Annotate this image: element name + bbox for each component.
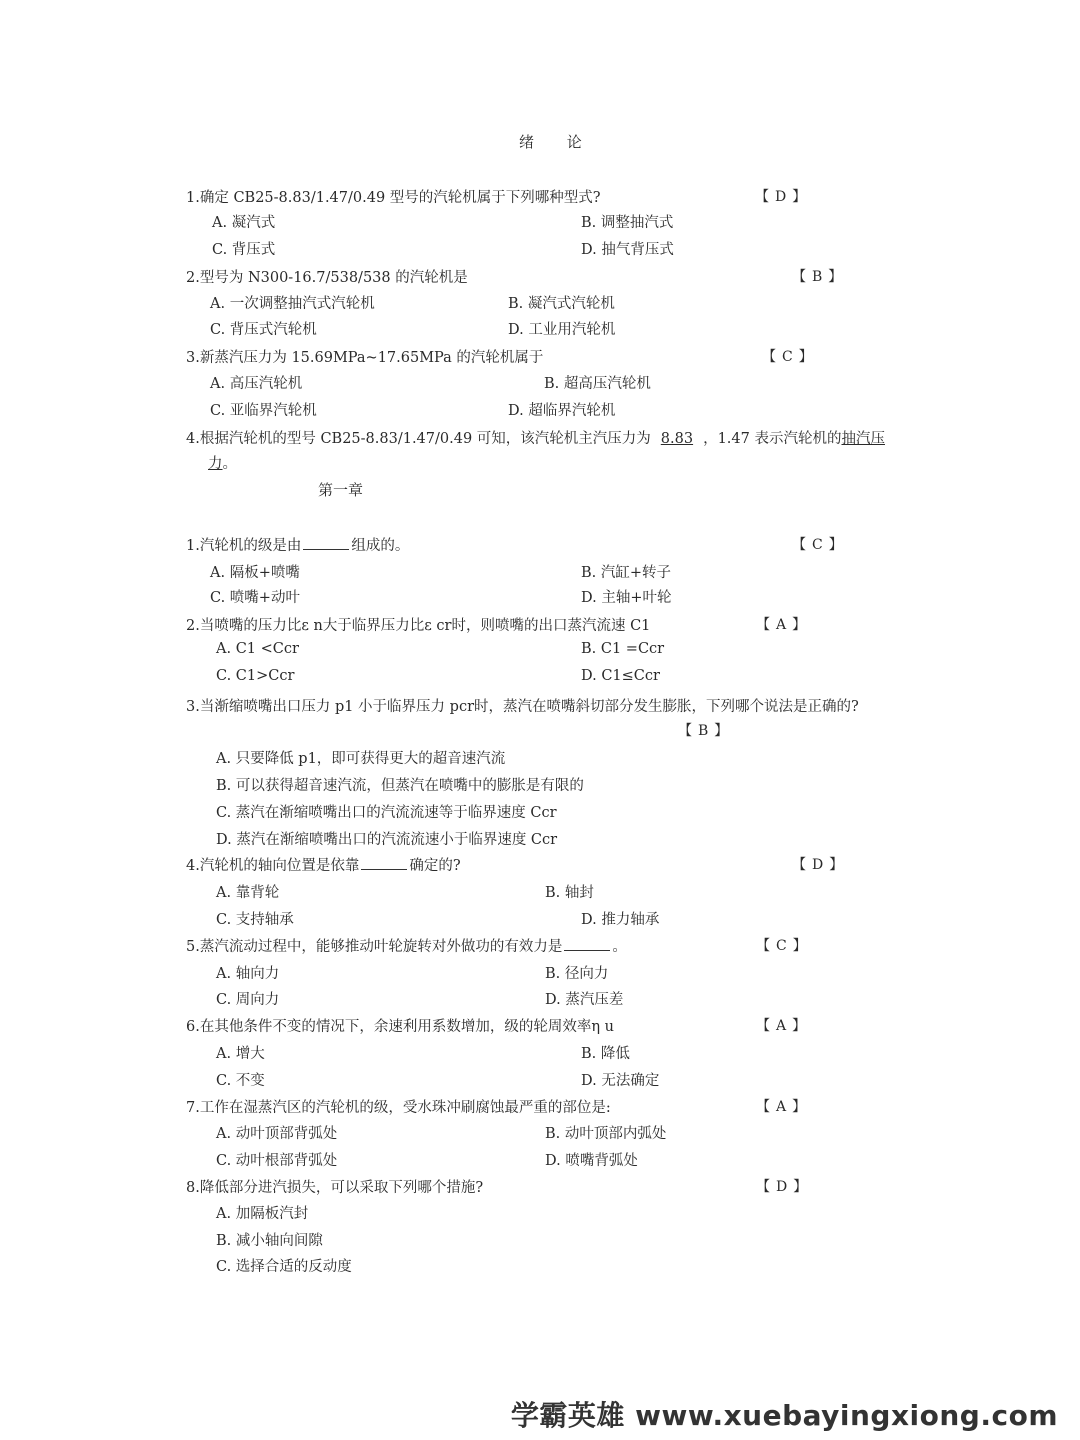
option: D. C1≤Ccr — [581, 668, 660, 684]
option: C. C1>Ccr — [216, 668, 295, 684]
option: A. 只要降低 p1，即可获得更大的超音速汽流 — [216, 751, 506, 767]
option: B. 降低 — [581, 1046, 630, 1062]
option: A. 高压汽轮机 — [210, 376, 303, 392]
option: C. 动叶根部背弧处 — [216, 1153, 338, 1169]
answer-badge: 【A】 — [756, 1099, 813, 1115]
question-stem — [186, 935, 627, 956]
answer-badge: 【C】 — [762, 349, 819, 365]
section-title-intro: 绪 论 — [519, 133, 596, 151]
option: D. 喷嘴背弧处 — [545, 1153, 638, 1169]
option: D. 蒸汽压差 — [545, 992, 624, 1008]
question-stem: 8.降低部分进汽损失，可以采取下列哪个措施? — [186, 1180, 484, 1196]
option: C. 背压式汽轮机 — [210, 322, 317, 338]
option: C. 蒸汽在渐缩喷嘴出口的汽流流速等于临界速度 Ccr — [216, 805, 557, 821]
option: A. 动叶顶部背弧处 — [216, 1126, 338, 1142]
option: B. 调整抽汽式 — [581, 215, 674, 231]
option: D. 无法确定 — [581, 1073, 660, 1089]
answer-badge: 【B】 — [792, 269, 849, 285]
stem-part: 。 — [612, 939, 627, 955]
fill-suffix: 。 — [222, 456, 237, 472]
option: A. 一次调整抽汽式汽轮机 — [210, 296, 375, 312]
option: B. 减小轴向间隙 — [216, 1233, 323, 1249]
option: D. 推力轴承 — [581, 912, 660, 928]
option: A. 凝汽式 — [212, 215, 276, 231]
option: C. 不变 — [216, 1073, 265, 1089]
fill-question — [186, 427, 885, 448]
option: B. 凝汽式汽轮机 — [508, 296, 615, 312]
answer-blank — [361, 857, 407, 870]
stem-part: 1.汽轮机的级是由 — [186, 538, 302, 554]
question-stem — [186, 534, 409, 555]
answer-blank — [564, 938, 610, 951]
question-stem: 3.新蒸汽压力为 15.69MPa~17.65MPa 的汽轮机属于 — [186, 350, 544, 366]
option: C. 背压式 — [212, 242, 276, 258]
option: B. 轴封 — [545, 885, 594, 901]
fill-blank-1: 8.83 — [660, 431, 694, 447]
option: C. 周向力 — [216, 992, 280, 1008]
question-stem: 2.型号为 N300-16.7/538/538 的汽轮机是 — [186, 270, 468, 286]
question-stem: 1.确定 CB25-8.83/1.47/0.49 型号的汽轮机属于下列哪种型式? — [186, 190, 601, 206]
option: D. 蒸汽在渐缩喷嘴出口的汽流流速小于临界速度 Ccr — [216, 832, 558, 848]
option: A. 增大 — [216, 1046, 265, 1062]
option: C. 亚临界汽轮机 — [210, 403, 317, 419]
stem-part: 确定的? — [409, 858, 461, 874]
answer-badge: 【C】 — [792, 537, 849, 553]
option: D. 抽气背压式 — [581, 242, 674, 258]
answer-badge: 【D】 — [755, 189, 813, 205]
option: A. C1 <Ccr — [216, 641, 299, 657]
answer-badge: 【B】 — [678, 723, 735, 739]
option: A. 隔板+喷嘴 — [210, 565, 300, 581]
question-stem: 3.当渐缩喷嘴出口压力 p1 小于临界压力 pcr时，蒸汽在喷嘴斜切部分发生膨胀，下列哪个说法是正确的? — [186, 699, 859, 715]
option: B. 可以获得超音速汽流，但蒸汽在喷嘴中的膨胀是有限的 — [216, 778, 584, 794]
answer-badge: 【D】 — [792, 857, 850, 873]
stem-part: 5.蒸汽流动过程中，能够推动叶轮旋转对外做功的有效力是 — [186, 939, 563, 955]
question-stem — [186, 854, 461, 875]
answer-blank — [303, 537, 349, 550]
question-stem: 2.当喷嘴的压力比ε n大于临界压力比ε cr时，则喷嘴的出口蒸汽流速 C1 — [186, 618, 651, 634]
option: D. 超临界汽轮机 — [508, 403, 616, 419]
answer-badge: 【C】 — [756, 938, 813, 954]
fill-question-cont — [208, 452, 237, 473]
stem-part: 4.汽轮机的轴向位置是依靠 — [186, 858, 360, 874]
stem-part: 组成的。 — [351, 538, 410, 554]
option: C. 支持轴承 — [216, 912, 294, 928]
site-watermark: 学霸英雄 www.xuebayingxiong.com — [510, 1399, 1058, 1432]
option: D. 工业用汽轮机 — [508, 322, 616, 338]
option: B. 动叶顶部内弧处 — [545, 1126, 667, 1142]
option: C. 选择合适的反动度 — [216, 1259, 352, 1275]
option: B. 径向力 — [545, 966, 609, 982]
fill-blank-2a: 抽汽压 — [841, 431, 885, 447]
option: C. 喷嘴+动叶 — [210, 590, 300, 606]
fill-prefix: 4.根据汽轮机的型号 CB25-8.83/1.47/0.49 可知，该汽轮机主汽压力为 — [186, 431, 651, 447]
option: A. 靠背轮 — [216, 885, 280, 901]
option: A. 轴向力 — [216, 966, 280, 982]
answer-badge: 【A】 — [756, 1018, 813, 1034]
fill-middle: ，1.47 表示汽轮机的 — [703, 431, 842, 447]
fill-blank-2b: 力 — [208, 456, 223, 472]
option: B. 汽缸+转子 — [581, 565, 672, 581]
option: A. 加隔板汽封 — [216, 1206, 309, 1222]
question-stem: 7.工作在湿蒸汽区的汽轮机的级，受水珠冲刷腐蚀最严重的部位是: — [186, 1100, 611, 1116]
option: B. 超高压汽轮机 — [544, 376, 651, 392]
section-title-chapter1: 第一章 — [318, 481, 364, 499]
answer-badge: 【D】 — [756, 1179, 814, 1195]
question-stem: 6.在其他条件不变的情况下，余速利用系数增加，级的轮周效率η u — [186, 1019, 614, 1035]
answer-badge: 【A】 — [756, 617, 813, 633]
option: D. 主轴+叶轮 — [581, 590, 672, 606]
option: B. C1 =Ccr — [581, 641, 665, 657]
